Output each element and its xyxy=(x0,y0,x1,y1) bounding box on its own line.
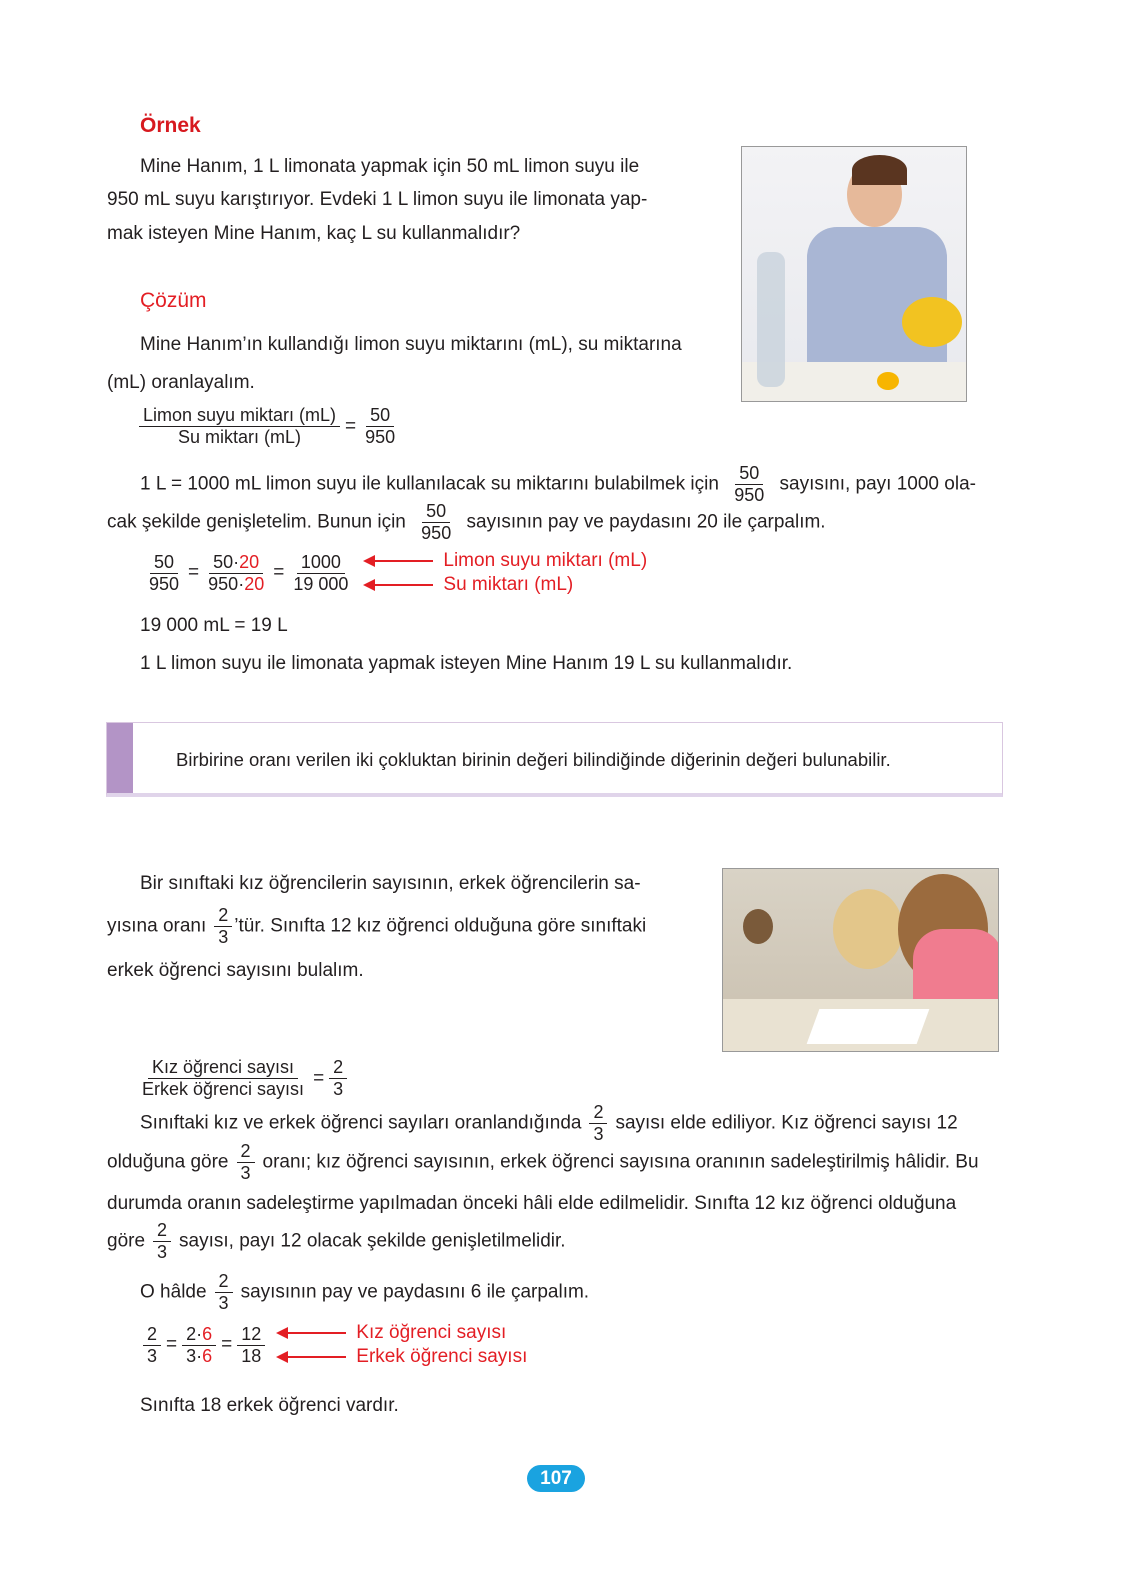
classroom-students-photo xyxy=(722,868,999,1052)
paragraph-line xyxy=(107,501,826,544)
ratio-equation xyxy=(136,405,402,448)
text: 950· xyxy=(208,573,245,594)
result-line: 19 000 mL = 19 L xyxy=(140,615,288,636)
arrow-left-icon xyxy=(367,560,433,562)
fraction-numerator: 2 xyxy=(214,905,232,927)
fraction-numerator: 50 xyxy=(150,552,178,574)
text: sayısını, payı 1000 ola- xyxy=(779,473,976,495)
multiplier: 20 xyxy=(239,551,260,572)
expansion-calculation xyxy=(142,549,647,597)
info-box-accent xyxy=(107,723,133,793)
arrow-left-icon xyxy=(280,1332,346,1334)
fraction-denominator: 3 xyxy=(240,1163,251,1183)
text: O hâlde xyxy=(140,1281,207,1303)
equals: = xyxy=(273,562,285,583)
fraction-denominator: 3 xyxy=(218,1293,229,1313)
fraction-numerator: 2 xyxy=(329,1057,347,1079)
text: sayısı, payı 12 olacak şekilde genişletilmelidir. xyxy=(179,1230,566,1252)
equals: = xyxy=(313,1067,325,1089)
ratio-equation xyxy=(135,1057,350,1100)
paragraph-line xyxy=(140,1102,958,1145)
paragraph-line xyxy=(107,1141,979,1184)
fraction-denominator: 3 xyxy=(157,1242,168,1262)
page-number: 107 xyxy=(527,1465,585,1492)
conclusion-line: 1 L limon suyu ile limonata yapmak isteyen Mine Hanım 19 L su kullanmalıdır. xyxy=(140,653,793,674)
fraction-denominator: 950 xyxy=(421,523,452,543)
fraction-denominator: 19 000 xyxy=(293,573,349,594)
fraction-numerator: 2 xyxy=(143,1324,161,1346)
solution-heading: Çözüm xyxy=(140,289,207,312)
text: yısına oranı xyxy=(107,915,207,937)
fraction-numerator: 50 xyxy=(366,405,394,427)
equals: = xyxy=(345,415,357,437)
fraction-denominator: 18 xyxy=(241,1345,262,1366)
example2-text: erkek öğrenci sayısını bulalım. xyxy=(107,960,364,981)
text: 1 L = 1000 mL limon suyu ile kullanılacak su miktarını bulabilmek için xyxy=(140,473,719,495)
fraction-numerator: 1000 xyxy=(297,552,345,574)
paragraph-line xyxy=(140,463,976,506)
arrow-left-icon xyxy=(280,1356,346,1358)
conclusion-line: Sınıfta 18 erkek öğrenci vardır. xyxy=(140,1395,399,1416)
example2-text xyxy=(107,905,646,948)
multiplier: 20 xyxy=(244,573,265,594)
example-text: 950 mL suyu karıştırıyor. Evdeki 1 L limon suyu ile limonata yap- xyxy=(107,189,648,210)
multiplier: 6 xyxy=(202,1323,213,1344)
paragraph-line xyxy=(107,1220,566,1263)
arrow-left-icon xyxy=(367,584,433,586)
ratio-numerator: Kız öğrenci sayısı xyxy=(148,1057,298,1079)
ratio-denominator: Su miktarı (mL) xyxy=(178,427,302,447)
fraction-denominator: 950 xyxy=(365,427,396,447)
fraction-numerator: 50 xyxy=(735,463,763,485)
text: sayısı elde ediliyor. Kız öğrenci sayısı 12 xyxy=(615,1112,958,1134)
expansion-calculation xyxy=(140,1321,527,1369)
equals: = xyxy=(166,1334,178,1355)
fraction-denominator: 3 xyxy=(147,1345,158,1366)
paragraph-line: durumda oranın sadeleştirme yapılmadan önceki hâli elde edilmelidir. Sınıfta 12 kız öğrenci olduğuna xyxy=(107,1193,957,1214)
info-box xyxy=(106,722,1003,797)
text: oranı; kız öğrenci sayısının, erkek öğrenci sayısına oranının sadeleştirilmiş hâlidir. Bu xyxy=(262,1151,979,1173)
text: göre xyxy=(107,1230,146,1252)
multiplier: 6 xyxy=(202,1345,213,1366)
text: 2· xyxy=(186,1323,203,1344)
fraction-denominator: 950 xyxy=(734,485,765,505)
ratio-denominator: Erkek öğrenci sayısı xyxy=(142,1079,305,1099)
annotation-label: Kız öğrenci sayısı xyxy=(356,1322,507,1343)
fraction-numerator: 2 xyxy=(237,1141,255,1163)
example2-text: Bir sınıftaki kız öğrencilerin sayısının, erkek öğrencilerin sa- xyxy=(140,873,641,894)
text: sayısının pay ve paydasını 6 ile çarpalım. xyxy=(240,1281,590,1303)
example-text: mak isteyen Mine Hanım, kaç L su kullanmalıdır? xyxy=(107,223,521,244)
fraction-numerator: 2 xyxy=(153,1220,171,1242)
fraction-denominator: 3 xyxy=(218,927,229,947)
solution-text: (mL) oranlayalım. xyxy=(107,372,255,393)
text: olduğuna göre xyxy=(107,1151,229,1173)
text: Sınıftaki kız ve erkek öğrenci sayıları oranlandığında xyxy=(140,1112,582,1134)
fraction-denominator: 950 xyxy=(149,573,180,594)
annotation-label: Su miktarı (mL) xyxy=(443,574,574,595)
text: sayısının pay ve paydasını 20 ile çarpalım. xyxy=(466,511,826,533)
info-box-text: Birbirine oranı verilen iki çokluktan birinin değeri bilindiğinde diğerinin değeri bulunabilir. xyxy=(176,749,891,770)
annotation-label: Limon suyu miktarı (mL) xyxy=(443,550,648,571)
text: 3· xyxy=(186,1345,203,1366)
paragraph-line xyxy=(140,1271,589,1314)
fraction-numerator: 2 xyxy=(589,1102,607,1124)
example-heading: Örnek xyxy=(140,114,201,137)
ratio-numerator: Limon suyu miktarı (mL) xyxy=(139,405,340,427)
fraction-denominator: 3 xyxy=(593,1124,604,1144)
solution-text: Mine Hanım’ın kullandığı limon suyu miktarını (mL), su miktarına xyxy=(140,334,682,355)
fraction-numerator: 2 xyxy=(215,1271,233,1293)
equals: = xyxy=(188,562,200,583)
fraction-numerator: 50 xyxy=(422,501,450,523)
equals: = xyxy=(221,1334,233,1355)
woman-lemonade-photo xyxy=(741,146,967,402)
text: 50· xyxy=(213,551,240,572)
example-text: Mine Hanım, 1 L limonata yapmak için 50 mL limon suyu ile xyxy=(140,156,640,177)
annotation-label: Erkek öğrenci sayısı xyxy=(356,1346,528,1367)
fraction-numerator: 12 xyxy=(237,1324,265,1346)
text: ’tür. Sınıfta 12 kız öğrenci olduğuna göre sınıftaki xyxy=(234,915,647,937)
text: cak şekilde genişletelim. Bunun için xyxy=(107,511,406,533)
fraction-denominator: 3 xyxy=(333,1079,344,1099)
